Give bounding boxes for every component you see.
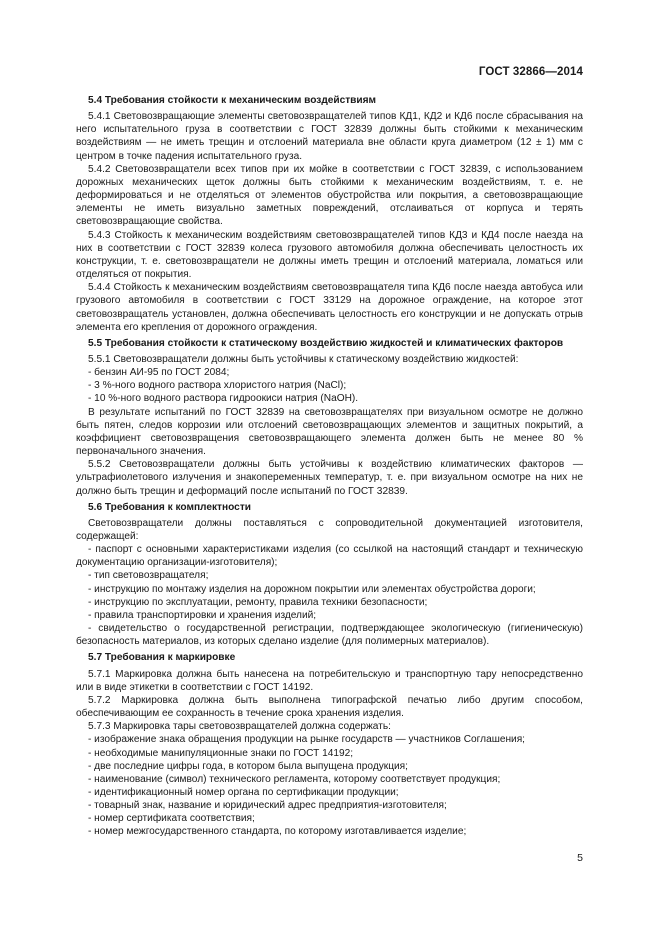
list-item: - необходимые манипуляционные знаки по ГОСТ 14192; <box>88 747 354 759</box>
paragraph: 5.5.2 Световозвращатели должны быть устойчивы к воздействию климатических факторов — ультрафиолетового излучения и знакопеременных температур, т. е. при визуальном осмотре на них не должно быть трещин и деформаций после испытаний по ГОСТ 32839. <box>76 459 583 497</box>
standard-number: ГОСТ 32866—2014 <box>478 66 583 78</box>
paragraph: 5.7.2 Маркировка должна быть выполнена типографской печатью либо другим способом, обеспечивающим ее сохранность в течение срока хранения изделия. <box>76 694 583 720</box>
paragraph: В результате испытаний по ГОСТ 32839 на световозвращателях при визуальном осмотре не должно быть пятен, следов коррозии или отслоений световозвращающих элементов и защитных покрытий, а коэффициент световозвращения световозвращающего элемента должен быть не менее 80 % первоначального значения. <box>76 406 583 458</box>
list-item: - 3 %-ного водного раствора хлористого натрия (NaCl); <box>88 380 347 392</box>
list-item: - бензин АИ-95 по ГОСТ 2084; <box>88 367 230 379</box>
paragraph: Световозвращатели должны поставляться с сопроводительной документацией изготовителя, содержащей: <box>76 517 583 542</box>
list-item: - изображение знака обращения продукции на рынке государств — участников Соглашения; <box>88 734 525 746</box>
paragraph: 5.4.4 Стойкость к механическим воздействиям световозвращателя типа КД6 после наезда автобуса или грузового автомобиля в соответствии с ГОСТ 33129 на дорожное ограждение, на которое этот световозвращатель установлен, должна обеспечивать целостность его конструкции и не допускать отрыв элемента его крепления от дорожного ограждения. <box>76 282 583 333</box>
list-item: - 10 %-ного водного раствора гидроокиси натрия (NaOH). <box>88 393 359 405</box>
paragraph: 5.4.2 Световозвращатели всех типов при их мойке в соответствии с ГОСТ 32839, с использованием дорожных механических щеток должны быть стойкими к механическим воздействиям, т. е. не деформироваться и не отделяться от элементов обустройства или покрытия, а световозвращающие элементы не иметь визуально заметных повреждений, отслаиваться от корпуса и терять световозвращающие свойства. <box>76 163 583 228</box>
paragraph: 5.5.1 Световозвращатели должны быть устойчивы к статическому воздействию жидкостей: <box>88 353 519 365</box>
paragraph: 5.4.3 Стойкость к механическим воздействиям световозвращателей типов КД3 и КД4 после наезда на них в соответствии с ГОСТ 32839 колеса грузового автомобиля должна обеспечивать целостность их конструкции, т. е. световозвращатели не должны иметь трещин и отслоений материала, ломаться или отделяться от покрытия. <box>76 229 583 281</box>
list-item: - инструкцию по эксплуатации, ремонту, правила техники безопасности; <box>88 596 428 608</box>
page-number: 5 <box>577 852 583 864</box>
list-item: - наименование (символ) технического регламента, которому соответствует продукция; <box>88 773 501 785</box>
section-title-5-5: 5.5 Требования стойкости к статическому воздействию жидкостей и климатических факторов <box>88 337 564 349</box>
list-item: - свидетельство о государственной регистрации, подтверждающее экологическую (гигиеническую) безопасность материалов, из которых сделано изделие (для полимерных материалов). <box>76 623 583 648</box>
section-title-5-4: 5.4 Требования стойкости к механическим воздействиям <box>88 95 377 106</box>
paragraph: 5.7.3 Маркировка тары световозвращателей должна содержать: <box>88 721 391 733</box>
list-item: - номер межгосударственного стандарта, по которому изготавливается изделие; <box>88 826 467 838</box>
list-item: - правила транспортировки и хранения изделий; <box>88 609 317 621</box>
paragraph: 5.4.1 Световозвращающие элементы световозвращателей типов КД1, КД2 и КД6 после сбрасывания на него испытательного груза в соответствии с ГОСТ 32839 должны быть стойкими к механическим воздействиям — не иметь трещин и отслоений материала вне области круга диаметром (12 ± 1) мм с центром в точке падения испытательного груза. <box>76 111 583 162</box>
list-item: - две последние цифры года, в котором была выпущена продукция; <box>88 760 408 772</box>
list-item: - товарный знак, название и юридический адрес предприятия-изготовителя; <box>88 800 447 812</box>
paragraph: 5.7.1 Маркировка должна быть нанесена на потребительскую и транспортную тару непосредственно или в виде этикетки в соответствии с ГОСТ 14192. <box>76 668 583 693</box>
section-title-5-7: 5.7 Требования к маркировке <box>88 652 236 664</box>
list-item: - идентификационный номер органа по сертификации продукции; <box>88 786 399 798</box>
list-item: - тип световозвращателя; <box>88 570 209 582</box>
list-item: - паспорт с основными характеристиками изделия (со ссылкой на настоящий стандарт и техническую документацию организации-изготовителя); <box>76 544 583 569</box>
list-item: - инструкцию по монтажу изделия на дорожном покрытии или элементах обустройства дороги; <box>88 583 536 595</box>
document-body <box>76 94 583 839</box>
section-title-5-6: 5.6 Требования к комплектности <box>88 501 251 513</box>
list-item: - номер сертификата соответствия; <box>88 813 255 825</box>
